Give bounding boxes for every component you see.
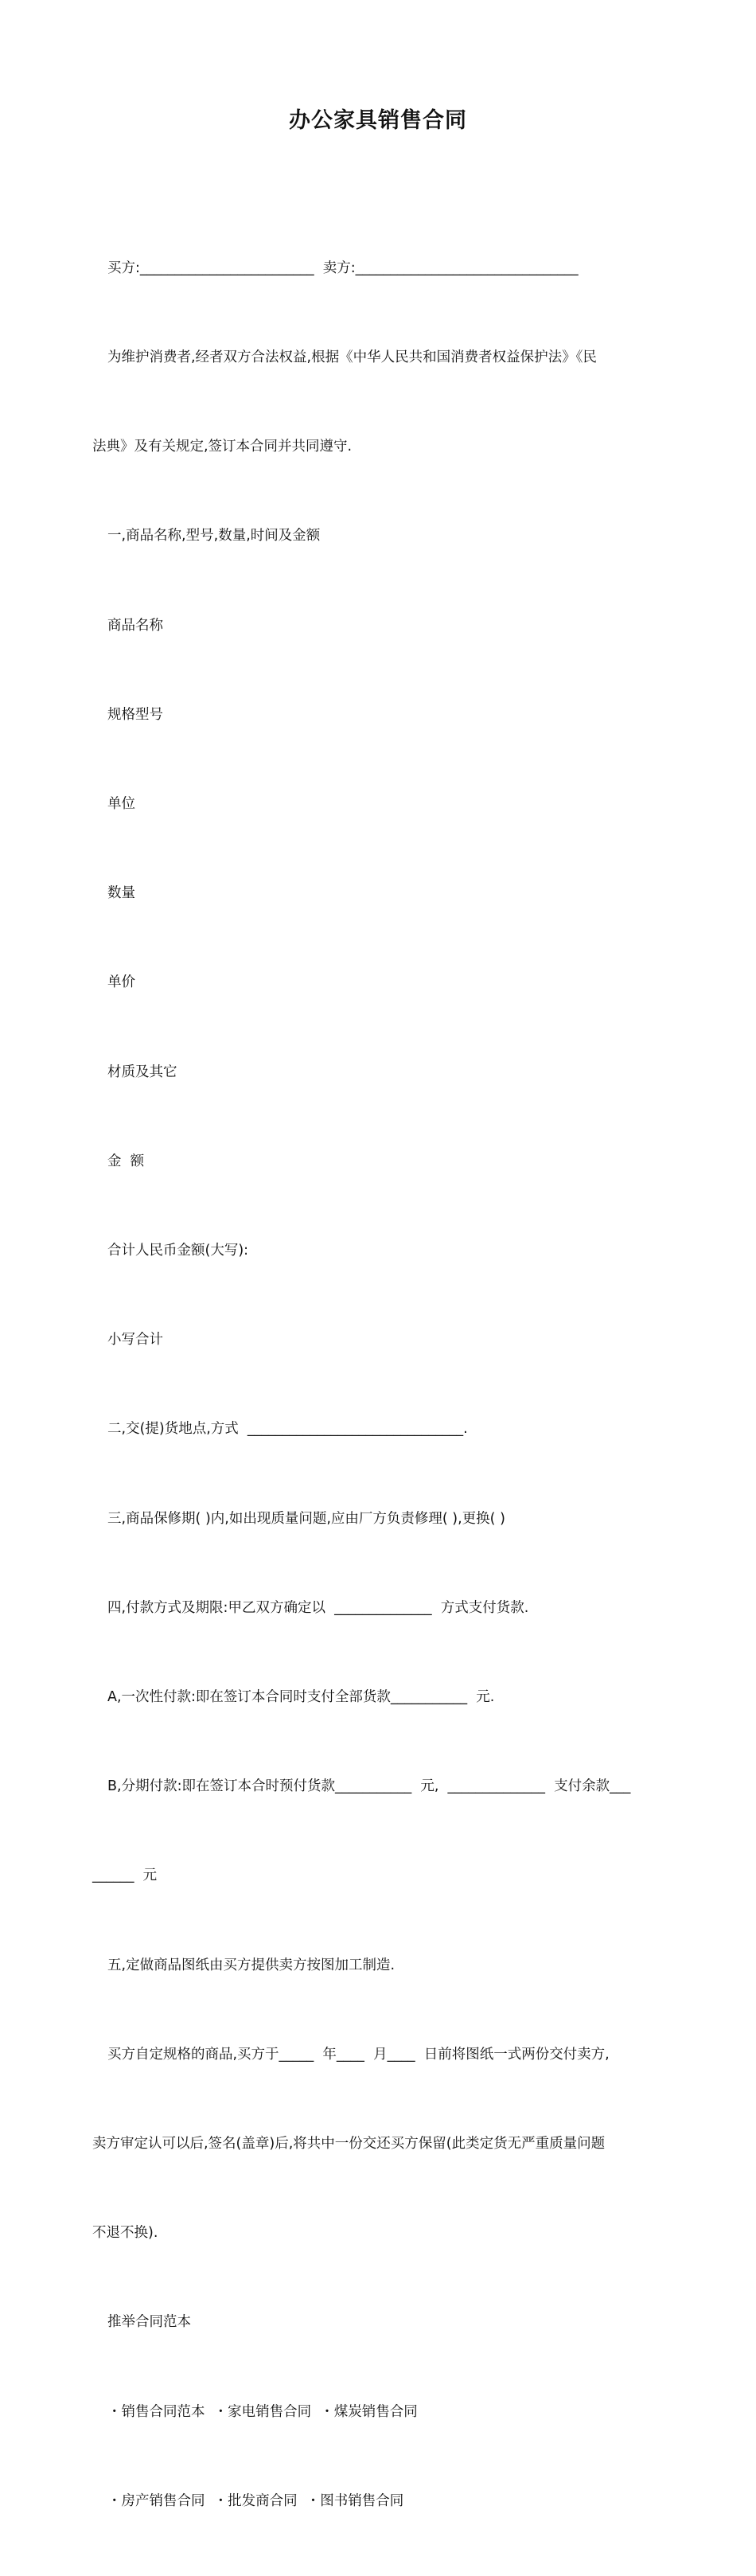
document-title: 办公家具销售合同 [289, 108, 467, 133]
custom-paragraph-line-2: 卖方审定认可以后,签名(盖章)后,将共中一份交还买方保留(此类定货无严重质量问题 [92, 2136, 606, 2153]
section-5-custom: 五,定做商品图纸由买方提供卖方按图加工制造. [107, 1957, 396, 1973]
custom-paragraph-line-1: 买方自定规格的商品,买方于_____ 年____ 月____ 日前将图纸一式两份交付卖方, [107, 2046, 610, 2063]
document-body [92, 194, 667, 2576]
preamble-line-2: 法典》及有关规定,签订本合同并共同遵守. [92, 439, 353, 455]
field-unit-price: 单价 [107, 974, 135, 991]
custom-paragraph-line-3: 不退不换). [92, 2225, 158, 2242]
field-product-name: 商品名称 [107, 617, 163, 634]
field-unit: 单位 [107, 796, 135, 813]
section-3-warranty: 三,商品保修期( )内,如出现质量问题,应由厂方负责修理( ),更换( ) [107, 1510, 505, 1527]
preamble-line-1: 为维护消费者,经者双方合法权益,根据《中华人民共和国消费者权益保护法》《民 [107, 349, 597, 366]
payment-option-b-cont: ______ 元 [92, 1868, 158, 1884]
recommended-templates-heading: 推举合同范本 [107, 2314, 191, 2331]
payment-option-a: A,一次性付款:即在签订本合同时支付全部货款___________ 元. [107, 1689, 495, 1706]
field-model: 规格型号 [107, 706, 163, 723]
recommended-templates-row-1[interactable]: ・销售合同范本 ・家电销售合同 ・煤炭销售合同 [107, 2403, 418, 2420]
field-material: 材质及其它 [107, 1064, 177, 1080]
section-2-delivery: 二,交(提)货地点,方式 _______________________________. [107, 1421, 468, 1438]
payment-option-b: B,分期付款:即在签订本合时预付货款___________ 元, ______________ 支付余款___ [107, 1778, 631, 1795]
field-total-lowercase: 小写合计 [107, 1332, 163, 1348]
recommended-templates-row-2[interactable]: ・房产销售合同 ・批发商合同 ・图书销售合同 [107, 2492, 404, 2509]
field-amount: 金 额 [107, 1153, 145, 1169]
field-total-uppercase: 合计人民币金额(大写): [107, 1243, 249, 1259]
buyer-seller-line: 买方:_________________________ 卖方:________________________________ [107, 260, 579, 276]
section-1-heading: 一,商品名称,型号,数量,时间及金额 [107, 528, 321, 544]
section-4-payment: 四,付款方式及期限:甲乙双方确定以 ______________ 方式支付货款. [107, 1599, 529, 1616]
field-quantity: 数量 [107, 885, 135, 902]
